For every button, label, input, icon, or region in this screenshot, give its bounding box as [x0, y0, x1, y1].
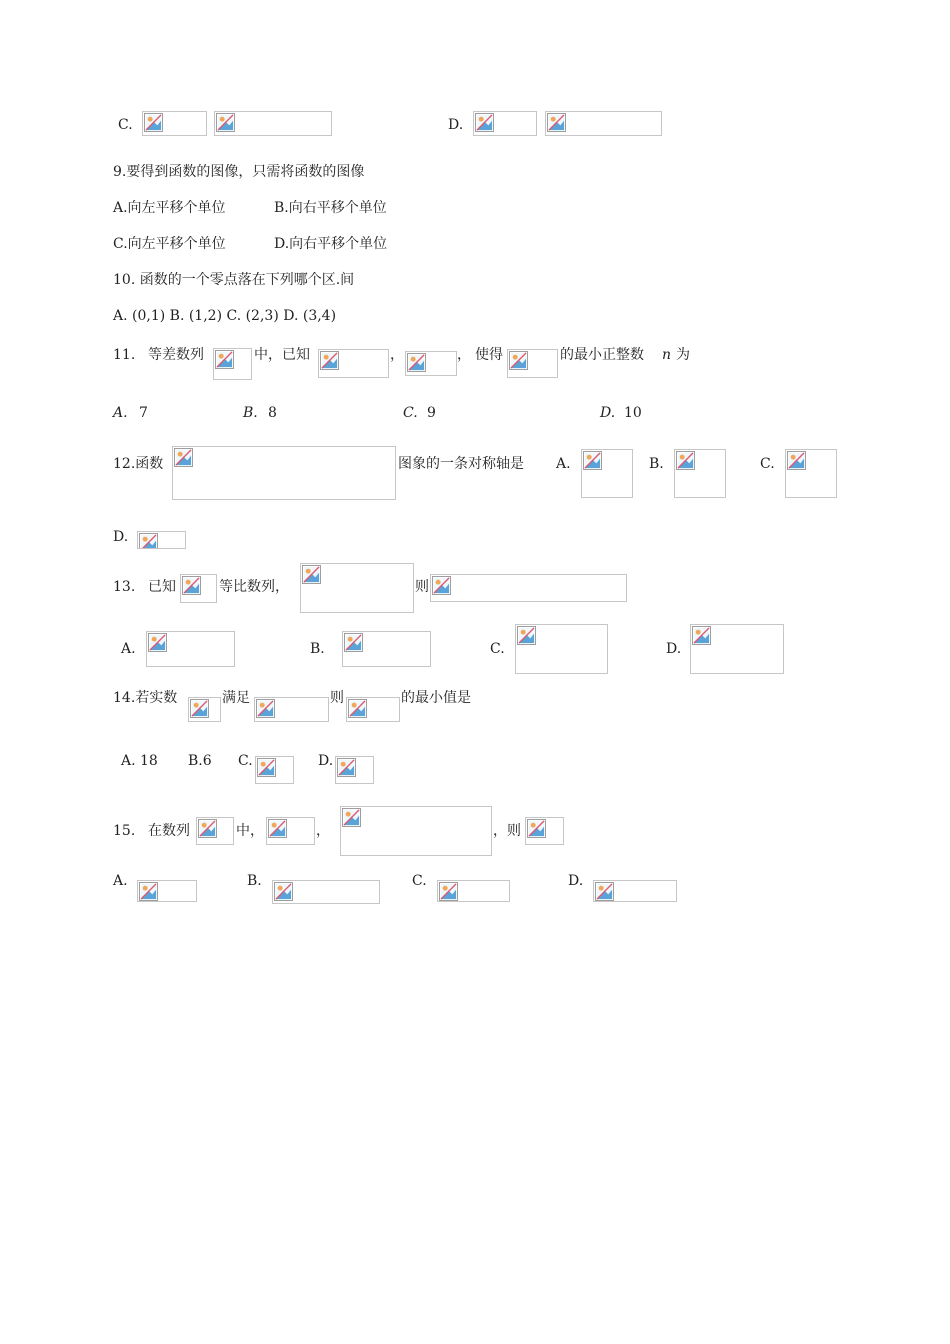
q13-option-c-label: C. [490, 641, 505, 657]
broken-image-icon [344, 633, 363, 652]
q8-d-formula-image-1 [473, 111, 537, 136]
q15-formula-image-3 [340, 806, 492, 856]
q13-option-d-image [690, 624, 784, 674]
q8-option-d-label: D. [448, 117, 464, 133]
q15-number: 15. [113, 823, 136, 839]
q15-option-d-label: D. [568, 873, 584, 889]
q11-formula-image-1 [213, 348, 252, 380]
broken-image-icon [274, 882, 293, 901]
q8-c-formula-image-1 [142, 111, 207, 136]
q13-option-b-image [342, 631, 431, 667]
q12-function-image [172, 446, 396, 500]
broken-image-icon [320, 351, 339, 370]
q11-option-d-label: D. [600, 405, 616, 421]
q15-text-1: 在数列 [148, 823, 190, 839]
q11-text-2: 中，已知 [254, 347, 310, 363]
q9-stem: 9.要得到函数的图像，只需将函数的图像 [113, 164, 365, 180]
q12-text: 图象的一条对称轴是 [398, 456, 524, 472]
q11-comma-2: ， [457, 347, 471, 363]
q13-formula-image-3 [430, 574, 627, 602]
q14-option-d-image [335, 756, 374, 784]
q14-text-3: 的最小值是 [401, 690, 471, 706]
q11-text-3: 使得 [475, 347, 503, 363]
broken-image-icon [342, 808, 361, 827]
q13-option-a-label: A. [121, 641, 136, 657]
q15-formula-image-1 [196, 817, 234, 845]
q15-option-b-label: B. [247, 873, 262, 889]
broken-image-icon [144, 113, 163, 132]
q15-formula-image-4 [525, 817, 564, 845]
broken-image-icon [302, 565, 321, 584]
broken-image-icon [432, 576, 451, 595]
q11-option-c-value: 9 [427, 405, 436, 421]
broken-image-icon [692, 626, 711, 645]
q15-option-c-image [437, 880, 510, 902]
q12-option-b-label: B. [649, 456, 664, 472]
q14-text-1: 满足 [222, 690, 250, 706]
q15-option-a-image [137, 880, 197, 902]
q9-option-d: D.向右平移个单位 [274, 236, 388, 252]
q13-formula-image-2 [300, 563, 414, 613]
q8-d-formula-image-2 [545, 111, 662, 136]
q15-option-a-label: A. [113, 873, 128, 889]
q13-option-c-image [515, 624, 608, 674]
broken-image-icon [256, 699, 275, 718]
broken-image-icon [676, 451, 695, 470]
q10-options: A. (0,1) B. (1,2) C. (2,3) D. (3,4) [113, 308, 337, 324]
q12-option-d-image [137, 531, 186, 549]
broken-image-icon [268, 819, 287, 838]
q11-option-d-value: 10 [624, 405, 642, 421]
q11-formula-image-3 [405, 351, 457, 376]
q13-number: 13. [113, 579, 136, 595]
q12-option-b-image [674, 449, 726, 498]
broken-image-icon [439, 882, 458, 901]
q14-option-c-image [255, 756, 294, 784]
broken-image-icon [407, 353, 426, 372]
q13-text-3: 则 [415, 579, 429, 595]
q14-variables-image [188, 697, 221, 722]
q14-objective-image [346, 697, 400, 722]
q12-option-c-label: C. [760, 456, 775, 472]
q15-formula-image-2 [266, 817, 315, 845]
q14-stem-start: 14.若实数 [113, 690, 178, 706]
broken-image-icon [148, 633, 167, 652]
q11-text-5: 为 [676, 347, 690, 363]
broken-image-icon [215, 350, 234, 369]
broken-image-icon [547, 113, 566, 132]
q9-option-c: C.向左平移个单位 [113, 236, 226, 252]
broken-image-icon [337, 758, 356, 777]
q11-number: 11. [113, 347, 136, 363]
q11-formula-image-2 [318, 349, 389, 378]
broken-image-icon [527, 819, 546, 838]
q11-option-a-label: A. [113, 405, 128, 421]
q15-option-b-image [272, 880, 380, 904]
q14-option-b: B.6 [188, 753, 212, 769]
q10-stem: 10. 函数的一个零点落在下列哪个区.间 [113, 272, 355, 288]
q15-comma: ， [316, 823, 330, 839]
q12-option-d-label: D. [113, 529, 129, 545]
broken-image-icon [190, 699, 209, 718]
q11-formula-image-4 [507, 349, 558, 378]
q11-option-a-value: 7 [139, 405, 148, 421]
broken-image-icon [182, 576, 201, 595]
broken-image-icon [348, 699, 367, 718]
broken-image-icon [517, 626, 536, 645]
q8-option-c-label: C. [118, 117, 133, 133]
broken-image-icon [787, 451, 806, 470]
q12-stem-start: 12.函数 [113, 456, 164, 472]
broken-image-icon [174, 448, 193, 467]
q8-c-formula-image-2 [214, 111, 332, 136]
q14-text-2: 则 [330, 690, 344, 706]
q11-variable-n: n [662, 347, 672, 363]
q14-option-d-label: D. [318, 753, 334, 769]
q14-constraint-image [254, 697, 329, 722]
q15-option-d-image [593, 880, 677, 902]
broken-image-icon [139, 882, 158, 901]
q12-option-a-label: A. [556, 456, 571, 472]
q13-option-a-image [146, 631, 235, 667]
broken-image-icon [595, 882, 614, 901]
q13-text-1: 已知 [148, 579, 176, 595]
broken-image-icon [198, 819, 217, 838]
broken-image-icon [583, 451, 602, 470]
q14-option-a: A. 18 [121, 753, 158, 769]
q9-option-b: B.向右平移个单位 [274, 200, 387, 216]
broken-image-icon [139, 533, 158, 549]
q15-text-3: ，则 [493, 823, 521, 839]
q9-option-a: A.向左平移个单位 [113, 200, 226, 216]
q11-text-4: 的最小正整数 [560, 347, 644, 363]
q12-option-c-image [785, 449, 837, 498]
q11-option-c-label: C. [403, 405, 418, 421]
broken-image-icon [475, 113, 494, 132]
broken-image-icon [509, 351, 528, 370]
q13-option-b-label: B. [310, 641, 325, 657]
q13-text-2: 等比数列， [219, 579, 289, 595]
broken-image-icon [257, 758, 276, 777]
q11-text-1: 等差数列 [148, 347, 204, 363]
q13-option-d-label: D. [666, 641, 682, 657]
q11-comma-1: ， [390, 347, 404, 363]
q15-text-2: 中， [236, 823, 264, 839]
q15-option-c-label: C. [412, 873, 427, 889]
broken-image-icon [216, 113, 235, 132]
q11-option-b-label: B. [243, 405, 258, 421]
q14-option-c-label: C. [238, 753, 253, 769]
q12-option-a-image [581, 449, 633, 498]
q11-option-b-value: 8 [268, 405, 277, 421]
q13-formula-image-1 [180, 574, 217, 603]
